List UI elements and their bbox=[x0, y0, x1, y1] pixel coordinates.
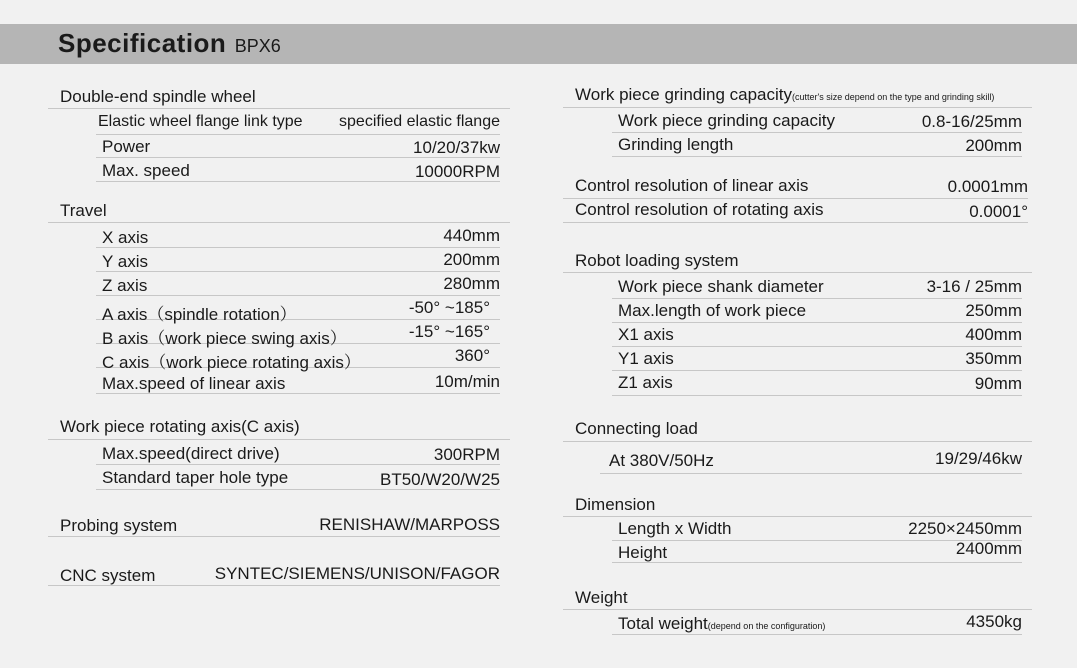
spec-row bbox=[96, 320, 500, 348]
spec-row bbox=[96, 296, 500, 324]
title-text: Specification bbox=[58, 28, 227, 58]
spec-value: 400mm bbox=[965, 325, 1022, 344]
spec-label: Control resolution of linear axis bbox=[575, 176, 809, 195]
spec-row bbox=[48, 514, 500, 537]
spec-value: 90mm bbox=[974, 374, 1022, 393]
spec-label: Z1 axis bbox=[618, 373, 673, 392]
spec-row bbox=[96, 344, 500, 372]
spec-label: Work piece shank diameter bbox=[618, 277, 824, 296]
spec-label bbox=[618, 614, 825, 634]
spec-row bbox=[96, 111, 500, 135]
section-title-travel: Travel bbox=[60, 201, 107, 220]
divider bbox=[563, 441, 1032, 442]
section-title-rotating: Work piece rotating axis(C axis) bbox=[60, 417, 300, 436]
section-title-dimension: Dimension bbox=[575, 495, 656, 514]
spec-value: 440mm bbox=[443, 226, 500, 245]
spec-row bbox=[96, 135, 500, 158]
spec-row bbox=[612, 541, 1022, 563]
spec-row bbox=[48, 563, 500, 586]
spec-value: 250mm bbox=[965, 301, 1022, 320]
spec-value: RENISHAW/MARPOSS bbox=[319, 515, 500, 534]
spec-row bbox=[96, 368, 500, 394]
divider bbox=[48, 222, 510, 223]
section-title-weight: Weight bbox=[575, 588, 628, 607]
spec-label: CNC system bbox=[60, 566, 156, 585]
spec-row bbox=[600, 443, 1022, 474]
spec-row bbox=[563, 174, 1028, 199]
spec-row bbox=[96, 272, 500, 296]
spec-label: Power bbox=[102, 137, 151, 156]
spec-row bbox=[96, 441, 500, 465]
spec-value: 200mm bbox=[965, 136, 1022, 155]
spec-row bbox=[612, 275, 1022, 299]
spec-value: 2400mm bbox=[955, 539, 1022, 558]
spec-label: Max. speed bbox=[102, 161, 190, 180]
weight-note: (depend on the configuration) bbox=[707, 621, 826, 631]
spec-label: Z axis bbox=[102, 276, 148, 295]
spec-row bbox=[96, 158, 500, 182]
spec-label: Standard taper hole type bbox=[102, 468, 289, 487]
section-title-robot: Robot loading system bbox=[575, 251, 739, 270]
spec-value: 200mm bbox=[443, 250, 500, 269]
spec-label: B axis（work piece swing axis） bbox=[102, 329, 347, 348]
spec-label: Y1 axis bbox=[618, 349, 674, 368]
spec-row bbox=[612, 133, 1022, 157]
spec-row bbox=[612, 371, 1022, 396]
spec-row bbox=[612, 518, 1022, 541]
model-name: BPX6 bbox=[234, 36, 281, 56]
weight-label-text: Total weight bbox=[618, 614, 708, 633]
spec-value: 10/20/37kw bbox=[413, 138, 500, 157]
spec-label: X axis bbox=[102, 228, 149, 247]
section-title-load: Connecting load bbox=[575, 419, 698, 438]
spec-label: Y axis bbox=[102, 252, 148, 271]
spec-label: A axis（spindle rotation） bbox=[102, 305, 297, 324]
section-title-grinding bbox=[575, 85, 994, 105]
divider bbox=[563, 609, 1032, 610]
spec-value: 300RPM bbox=[433, 445, 500, 464]
spec-value: 2250×2450mm bbox=[908, 519, 1022, 538]
spec-value: 280mm bbox=[443, 274, 500, 293]
spec-value: 350mm bbox=[965, 349, 1022, 368]
spec-label: Max.speed(direct drive) bbox=[102, 444, 280, 463]
spec-value: BT50/W20/W25 bbox=[380, 470, 500, 489]
divider bbox=[563, 516, 1032, 517]
spec-value: 0.0001mm bbox=[947, 177, 1028, 196]
spec-label: Control resolution of rotating axis bbox=[575, 200, 824, 219]
section-note: (cutter's size depend on the type and grinding skill) bbox=[792, 92, 995, 102]
spec-row bbox=[563, 199, 1028, 223]
spec-value: 10m/min bbox=[434, 372, 500, 391]
spec-value: 4350kg bbox=[966, 612, 1022, 631]
spec-label: Length x Width bbox=[618, 519, 732, 538]
spec-label: Probing system bbox=[60, 516, 178, 535]
divider bbox=[48, 108, 510, 109]
spec-row bbox=[612, 109, 1022, 133]
page-title bbox=[58, 28, 281, 59]
spec-label: C axis（work piece rotating axis） bbox=[102, 353, 361, 372]
spec-value: -15° ~165° bbox=[408, 322, 490, 341]
divider bbox=[563, 272, 1032, 273]
spec-row bbox=[612, 347, 1022, 371]
section-title-spindle: Double-end spindle wheel bbox=[60, 87, 256, 106]
spec-value: specified elastic flange bbox=[339, 113, 500, 130]
divider bbox=[48, 439, 510, 440]
spec-label: Grinding length bbox=[618, 135, 734, 154]
spec-value: 10000RPM bbox=[414, 162, 500, 181]
spec-label: X1 axis bbox=[618, 325, 674, 344]
spec-label: Work piece grinding capacity bbox=[618, 111, 836, 130]
divider bbox=[563, 107, 1032, 108]
spec-label: Max.speed of linear axis bbox=[102, 374, 286, 393]
spec-value: 0.8-16/25mm bbox=[921, 112, 1022, 131]
spec-value: 19/29/46kw bbox=[935, 449, 1022, 468]
spec-row bbox=[96, 224, 500, 248]
spec-label: Height bbox=[618, 543, 668, 562]
spec-label: Max.length of work piece bbox=[618, 301, 807, 320]
section-title-text: Work piece grinding capacity bbox=[575, 85, 793, 104]
spec-row bbox=[612, 611, 1022, 635]
spec-value: 0.0001° bbox=[969, 202, 1028, 221]
spec-label: At 380V/50Hz bbox=[609, 451, 714, 470]
spec-row bbox=[612, 323, 1022, 347]
spec-value: SYNTEC/SIEMENS/UNISON/FAGOR bbox=[214, 564, 500, 583]
spec-label: Elastic wheel flange link type bbox=[98, 113, 303, 130]
spec-value: 360° bbox=[454, 346, 490, 365]
spec-row bbox=[96, 248, 500, 272]
spec-row bbox=[96, 465, 500, 490]
spec-value: 3-16 / 25mm bbox=[926, 277, 1022, 296]
spec-row bbox=[612, 299, 1022, 323]
spec-value: -50° ~185° bbox=[408, 298, 490, 317]
